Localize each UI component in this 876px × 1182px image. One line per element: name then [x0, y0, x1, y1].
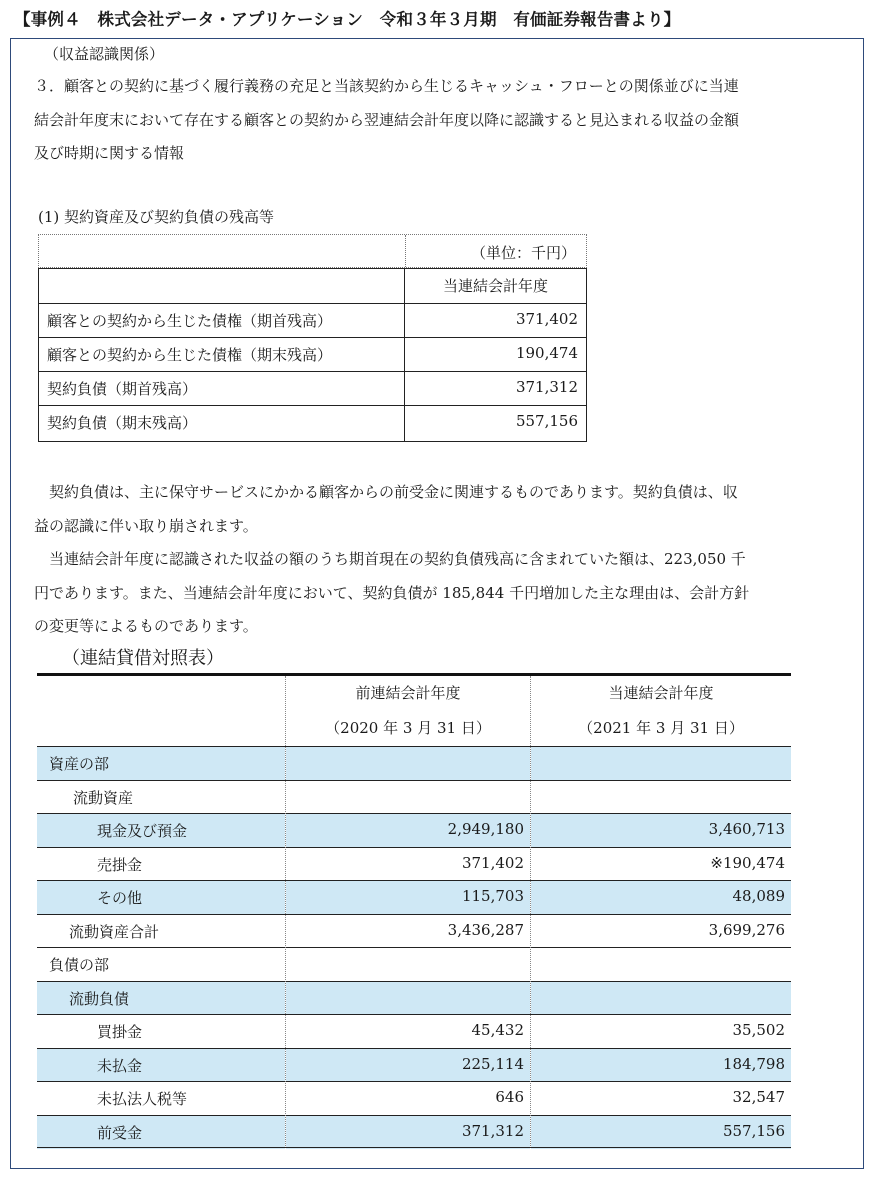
prev-year-value: 2,949,180	[447, 820, 524, 838]
curr-year-value: 32,547	[732, 1088, 785, 1106]
balance-sheet-title: （連結貸借対照表）	[62, 648, 224, 669]
row-label: 負債の部	[49, 956, 110, 974]
prev-year-cell	[286, 781, 530, 814]
prev-year-cell	[286, 747, 530, 780]
table-row	[37, 947, 791, 981]
curr-year-value: 184,798	[722, 1054, 785, 1073]
intro-line: ３．顧客との契約に基づく履行義務の充足と当該契約から生じるキャッシュ・フローとの関係並びに当連	[34, 77, 739, 95]
table-row	[39, 405, 586, 439]
label-cell	[37, 1082, 285, 1115]
row-value: 557,156	[515, 412, 578, 430]
unit-row	[38, 234, 587, 268]
prev-year-cell	[286, 814, 530, 847]
document-title: 【事例４ 株式会社データ・アプリケーション 令和３年３月期 有価証券報告書より】	[14, 10, 681, 29]
divider	[285, 676, 286, 1148]
curr-year-cell	[531, 848, 791, 881]
prev-year-value: 225,114	[461, 1054, 524, 1073]
row-label: 未払金	[97, 1056, 143, 1075]
curr-year-cell	[531, 1015, 791, 1048]
table-body	[38, 268, 587, 442]
row-label: 現金及び預金	[97, 822, 188, 840]
notes-line: の変更等によるものであります。	[34, 617, 258, 635]
header-line: （2020 年 3 月 31 日）	[325, 719, 491, 737]
table-row	[37, 813, 791, 847]
prev-year-cell	[286, 1015, 530, 1048]
table-row	[37, 746, 791, 780]
intro-line: 及び時期に関する情報	[34, 144, 185, 162]
prev-year-cell	[286, 1082, 530, 1115]
table-row	[39, 371, 586, 405]
label-cell	[37, 781, 285, 814]
notes-line: 益の認識に伴い取り崩されます。	[34, 516, 258, 535]
label-cell	[37, 915, 285, 948]
notes-paragraph	[34, 476, 814, 644]
prev-year-value: 45,432	[471, 1021, 524, 1039]
divider	[530, 676, 531, 1148]
prev-year-value: 646	[495, 1088, 524, 1106]
table-row	[37, 847, 791, 881]
prev-year-cell	[286, 915, 530, 948]
label-cell	[37, 881, 285, 914]
prev-year-cell	[286, 1116, 530, 1149]
curr-year-cell	[531, 982, 791, 1015]
table-row	[39, 337, 586, 371]
header-line: 前連結会計年度	[355, 684, 461, 702]
row-label: 流動負債	[69, 989, 130, 1008]
row-value: 371,402	[515, 310, 578, 328]
row-label: 前受金	[97, 1123, 143, 1142]
label-cell	[37, 814, 285, 847]
label-cell	[37, 1015, 285, 1048]
row-label: 顧客との契約から生じた債権（期首残高）	[47, 312, 333, 330]
label-cell	[37, 747, 285, 780]
curr-year-value: 3,460,713	[708, 820, 785, 838]
curr-year-value: 48,089	[732, 887, 785, 905]
row-label: 顧客との契約から生じた債権（期末残高）	[47, 346, 333, 364]
row-label: その他	[97, 889, 143, 907]
prev-year-value: 371,312	[461, 1121, 524, 1140]
row-label: 買掛金	[97, 1023, 143, 1041]
row-label: 資産の部	[49, 755, 110, 773]
unit-label: （単位：千円）	[470, 244, 576, 262]
curr-year-cell	[531, 814, 791, 847]
row-label: 契約負債（期末残高）	[47, 414, 198, 432]
table-row	[39, 303, 586, 337]
intro-paragraph	[34, 70, 814, 171]
prev-year-value: 371,402	[461, 853, 524, 872]
row-label: 契約負債（期首残高）	[47, 380, 198, 398]
curr-year-value: 557,156	[722, 1121, 785, 1140]
subsection-title: (1) 契約資産及び契約負債の残高等	[38, 208, 275, 226]
curr-year-cell	[531, 1049, 791, 1082]
label-cell	[37, 982, 285, 1015]
curr-year-cell	[531, 1116, 791, 1149]
notes-line: 当連結会計年度に認識された収益の額のうち期首現在の契約負債残高に含まれていた額は、223,050 千	[34, 550, 746, 568]
curr-year-cell	[531, 915, 791, 948]
curr-year-value: 3,699,276	[708, 920, 785, 939]
curr-year-cell	[531, 747, 791, 780]
table-bottom-rule	[37, 1147, 791, 1148]
label-cell	[37, 848, 285, 881]
curr-year-cell	[531, 1082, 791, 1115]
prev-year-cell	[286, 848, 530, 881]
table-row	[37, 981, 791, 1015]
label-cell	[37, 1116, 285, 1149]
column-header: 当連結会計年度	[442, 277, 548, 295]
column-header-prev	[286, 676, 530, 746]
table-row	[37, 880, 791, 914]
row-value: 190,474	[515, 344, 578, 362]
notes-line: 円であります。また、当連結会計年度において、契約負債が 185,844 千円増加した主な理由は、会計方針	[34, 583, 750, 602]
curr-year-value: 35,502	[732, 1021, 785, 1039]
table-row	[37, 1014, 791, 1048]
curr-year-cell	[531, 948, 791, 981]
row-label: 未払法人税等	[97, 1090, 188, 1108]
intro-line: 結会計年度末において存在する顧客との契約から翌連結会計年度以降に認識すると見込まれる収益の金額	[34, 110, 740, 129]
curr-year-cell	[531, 881, 791, 914]
label-cell	[37, 948, 285, 981]
table-row	[37, 1115, 791, 1149]
header-line: （2021 年 3 月 31 日）	[578, 719, 744, 737]
prev-year-value: 115,703	[461, 887, 524, 905]
column-header-curr	[531, 676, 791, 746]
curr-year-cell	[531, 781, 791, 814]
prev-year-cell	[286, 982, 530, 1015]
row-label: 流動資産合計	[69, 922, 160, 941]
header-line: 当連結会計年度	[608, 684, 714, 702]
balance-sheet-table	[37, 673, 791, 1151]
section-label: （収益認識関係）	[44, 45, 165, 63]
label-cell	[37, 1049, 285, 1082]
table-row	[37, 1048, 791, 1082]
prev-year-value: 3,436,287	[447, 920, 524, 939]
divider	[405, 235, 406, 269]
header-row	[37, 676, 791, 746]
contract-balance-table	[38, 234, 587, 442]
row-label: 流動資産	[73, 788, 134, 807]
prev-year-cell	[286, 881, 530, 914]
row-value: 371,312	[515, 378, 578, 396]
prev-year-cell	[286, 1049, 530, 1082]
prev-year-cell	[286, 948, 530, 981]
row-label: 売掛金	[97, 855, 143, 874]
table-row	[37, 1081, 791, 1115]
curr-year-value: ※190,474	[710, 853, 785, 872]
table-row	[37, 914, 791, 948]
table-row	[37, 780, 791, 814]
notes-line: 契約負債は、主に保守サービスにかかる顧客からの前受金に関連するものであります。契約負債は、収	[34, 483, 738, 501]
